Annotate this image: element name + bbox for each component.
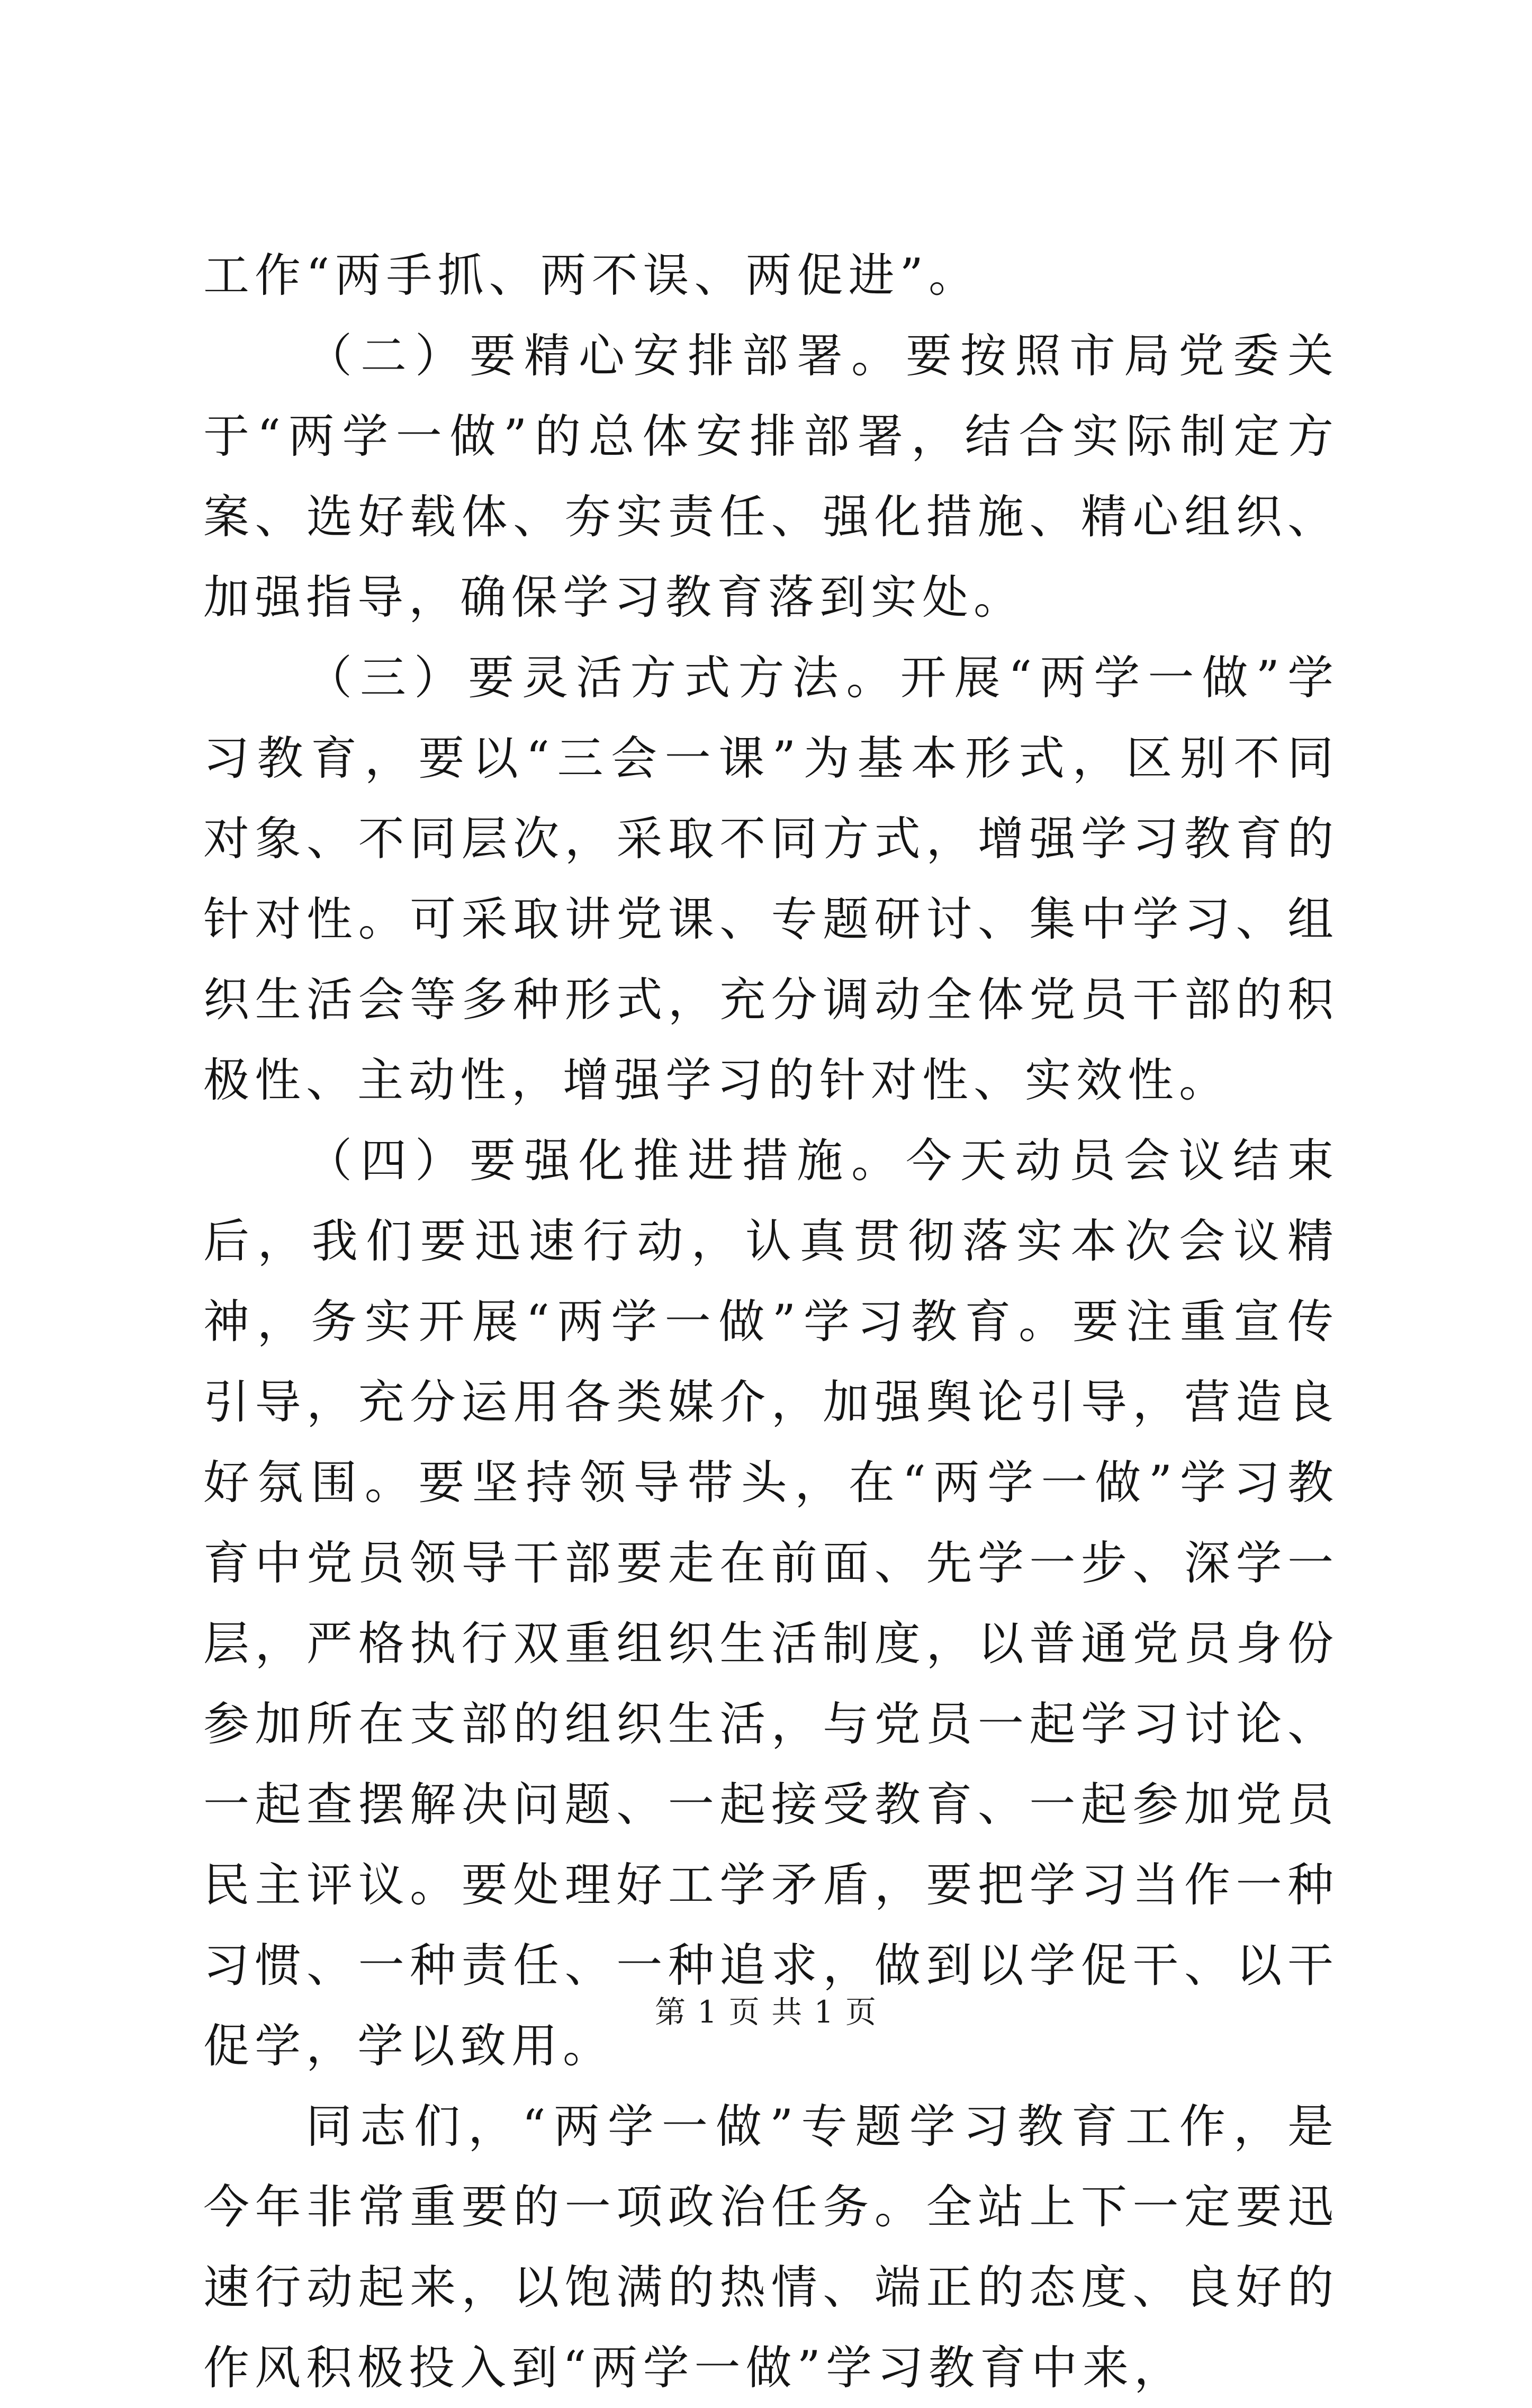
- document-body: [203, 235, 1339, 2408]
- paragraph-section-three: （三）要灵活方式方法。开展“两学一做”学习教育，要以“三会一课”为基本形式，区别不同对象、不同层次，采取不同方式，增强学习教育的针对性。可采取讲党课、专题研讨、集中学习、组织生活会等多种形式，充分调动全体党员干部的积极性、主动性，增强学习的针对性、实效性。: [203, 651, 1339, 1107]
- page-footer: [0, 1991, 1532, 2033]
- paragraph-section-two: （二）要精心安排部署。要按照市局党委关于“两学一做”的总体安排部署，结合实际制定方案、选好载体、夯实责任、强化措施、精心组织、加强指导，确保学习教育落到实处。: [203, 329, 1339, 624]
- paragraph-closing: 同志们，“两学一做”专题学习教育工作，是今年非常重要的一项政治任务。全站上下一定要迅速行动起来，以饱满的热情、端正的态度、良好的作风积极投入到“两学一做”学习教育中来，: [203, 2099, 1339, 2395]
- page-number: 第 1 页 共 1 页: [655, 1994, 877, 2030]
- paragraph-section-four: （四）要强化推进措施。今天动员会议结束后，我们要迅速行动，认真贯彻落实本次会议精神，务实开展“两学一做”学习教育。要注重宣传引导，充分运用各类媒介，加强舆论引导，营造良好氛围。要坚持领导带头，在“两学一做”学习教育中党员领导干部要走在前面、先学一步、深学一层，严格执行双重组织生活制度，以普通党员身份参加所在支部的组织生活，与党员一起学习讨论、一起查摆解决问题、一起接受教育、一起参加党员民主评议。要处理好工学矛盾，要把学习当作一种习惯、一种责任、一种追求，做到以学促干、以干促学，学以致用。: [203, 1134, 1339, 2073]
- paragraph-continuation: 工作“两手抓、两不误、两促进”。: [203, 248, 980, 302]
